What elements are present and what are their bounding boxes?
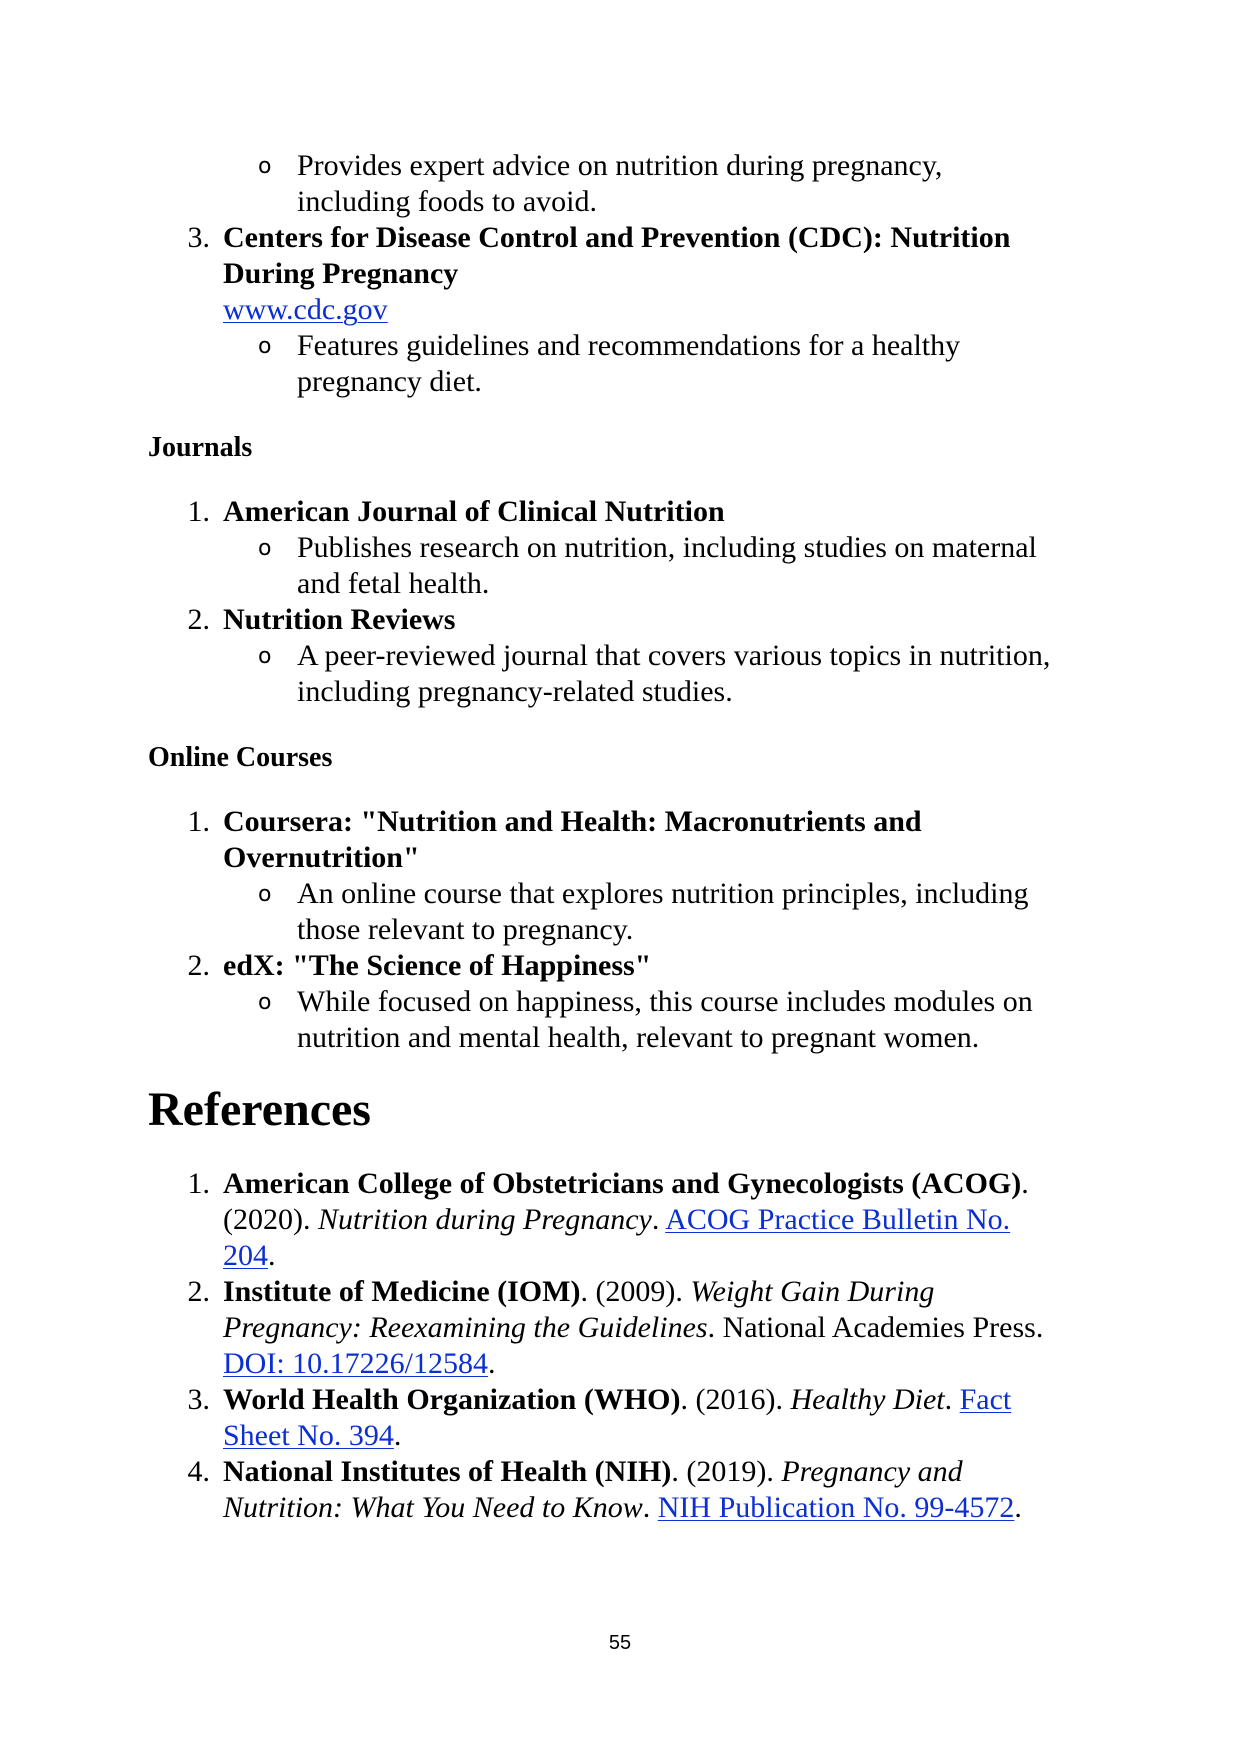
nih-publication-link[interactable]: NIH Publication No. 99-4572 bbox=[657, 1491, 1015, 1524]
bullet-text: While focused on happiness, this course includes modules on bbox=[297, 985, 1033, 1018]
section-heading-online-courses: Online Courses bbox=[148, 742, 333, 773]
reference-line bbox=[223, 1310, 1043, 1346]
bullet-text: pregnancy diet. bbox=[297, 365, 482, 398]
list-number: 4. bbox=[187, 1455, 210, 1488]
reference-line bbox=[223, 1490, 1022, 1526]
bullet-icon: o bbox=[258, 334, 272, 359]
doi-link[interactable]: DOI: 10.17226/12584 bbox=[223, 1347, 488, 1380]
punctuation: . bbox=[1014, 1491, 1022, 1524]
bullet-icon: o bbox=[258, 154, 272, 179]
course-title: Overnutrition" bbox=[223, 841, 420, 874]
resource-title: Centers for Disease Control and Prevention (CDC): Nutrition bbox=[223, 221, 1011, 254]
reference-title: Pregnancy: Reexamining the Guidelines bbox=[223, 1311, 708, 1344]
cdc-link[interactable]: www.cdc.gov bbox=[223, 293, 388, 326]
reference-author: World Health Organization (WHO) bbox=[223, 1383, 681, 1416]
reference-line bbox=[223, 1418, 401, 1454]
fact-sheet-link[interactable]: Sheet No. 394 bbox=[223, 1419, 394, 1452]
list-number: 1. bbox=[187, 495, 210, 528]
reference-title: Weight Gain During bbox=[690, 1275, 935, 1308]
journal-title: American Journal of Clinical Nutrition bbox=[223, 495, 725, 528]
references-heading: References bbox=[148, 1083, 371, 1136]
resource-title: During Pregnancy bbox=[223, 257, 459, 290]
bullet-text: nutrition and mental health, relevant to pregnant women. bbox=[297, 1021, 980, 1054]
reference-year: . (2016). bbox=[680, 1383, 791, 1416]
bullet-text: An online course that explores nutrition principles, including bbox=[297, 877, 1029, 910]
reference-line bbox=[223, 1166, 1029, 1202]
acog-bulletin-link[interactable]: 204 bbox=[223, 1239, 268, 1272]
section-heading-journals: Journals bbox=[148, 432, 253, 463]
acog-bulletin-link[interactable]: ACOG Practice Bulletin No. bbox=[665, 1203, 1011, 1236]
bullet-text: including pregnancy-related studies. bbox=[297, 675, 733, 708]
reference-title: Nutrition: What You Need to Know bbox=[223, 1491, 643, 1524]
reference-line bbox=[223, 1238, 276, 1274]
list-number: 3. bbox=[187, 221, 210, 254]
punctuation: . bbox=[651, 1203, 666, 1236]
bullet-text: A peer-reviewed journal that covers various topics in nutrition, bbox=[297, 639, 1051, 672]
list-number: 2. bbox=[187, 949, 210, 982]
reference-line bbox=[223, 1346, 496, 1382]
bullet-icon: o bbox=[258, 536, 272, 561]
journal-title: Nutrition Reviews bbox=[223, 603, 456, 636]
bullet-text: Publishes research on nutrition, including studies on maternal bbox=[297, 531, 1037, 564]
list-number: 1. bbox=[187, 805, 210, 838]
fact-sheet-link[interactable]: Fact bbox=[959, 1383, 1012, 1416]
reference-author: National Institutes of Health (NIH) bbox=[223, 1455, 672, 1488]
course-title: Coursera: "Nutrition and Health: Macronutrients and bbox=[223, 805, 922, 838]
reference-publisher: . National Academies Press. bbox=[707, 1311, 1044, 1344]
reference-year: (2020). bbox=[223, 1203, 318, 1236]
reference-author: American College of Obstetricians and Gynecologists (ACOG) bbox=[223, 1167, 1022, 1200]
reference-title: Nutrition during Pregnancy bbox=[317, 1203, 652, 1236]
reference-year: . (2009). bbox=[580, 1275, 691, 1308]
bullet-icon: o bbox=[258, 882, 272, 907]
reference-year: . (2019). bbox=[671, 1455, 782, 1488]
reference-title: Pregnancy and bbox=[781, 1455, 963, 1488]
reference-line bbox=[223, 1202, 1010, 1238]
bullet-text: including foods to avoid. bbox=[297, 185, 597, 218]
bullet-icon: o bbox=[258, 990, 272, 1015]
reference-title: Healthy Diet bbox=[790, 1383, 945, 1416]
punctuation: . bbox=[944, 1383, 960, 1416]
list-number: 2. bbox=[187, 1275, 210, 1308]
punctuation: . bbox=[642, 1491, 658, 1524]
page-number: 55 bbox=[608, 1632, 632, 1654]
bullet-icon: o bbox=[258, 644, 272, 669]
bullet-text: Features guidelines and recommendations for a healthy bbox=[297, 329, 961, 362]
reference-line bbox=[223, 1274, 934, 1310]
course-title: edX: "The Science of Happiness" bbox=[223, 949, 652, 982]
punctuation: . bbox=[1021, 1167, 1029, 1200]
bullet-text: and fetal health. bbox=[297, 567, 490, 600]
reference-author: Institute of Medicine (IOM) bbox=[223, 1275, 581, 1308]
bullet-text: Provides expert advice on nutrition during pregnancy, bbox=[297, 149, 943, 182]
reference-line bbox=[223, 1382, 1011, 1418]
punctuation: . bbox=[488, 1347, 496, 1380]
list-number: 1. bbox=[187, 1167, 210, 1200]
bullet-text: those relevant to pregnancy. bbox=[297, 913, 634, 946]
reference-line bbox=[223, 1454, 963, 1490]
punctuation: . bbox=[268, 1239, 276, 1272]
punctuation: . bbox=[393, 1419, 402, 1452]
list-number: 2. bbox=[187, 603, 210, 636]
list-number: 3. bbox=[187, 1383, 210, 1416]
